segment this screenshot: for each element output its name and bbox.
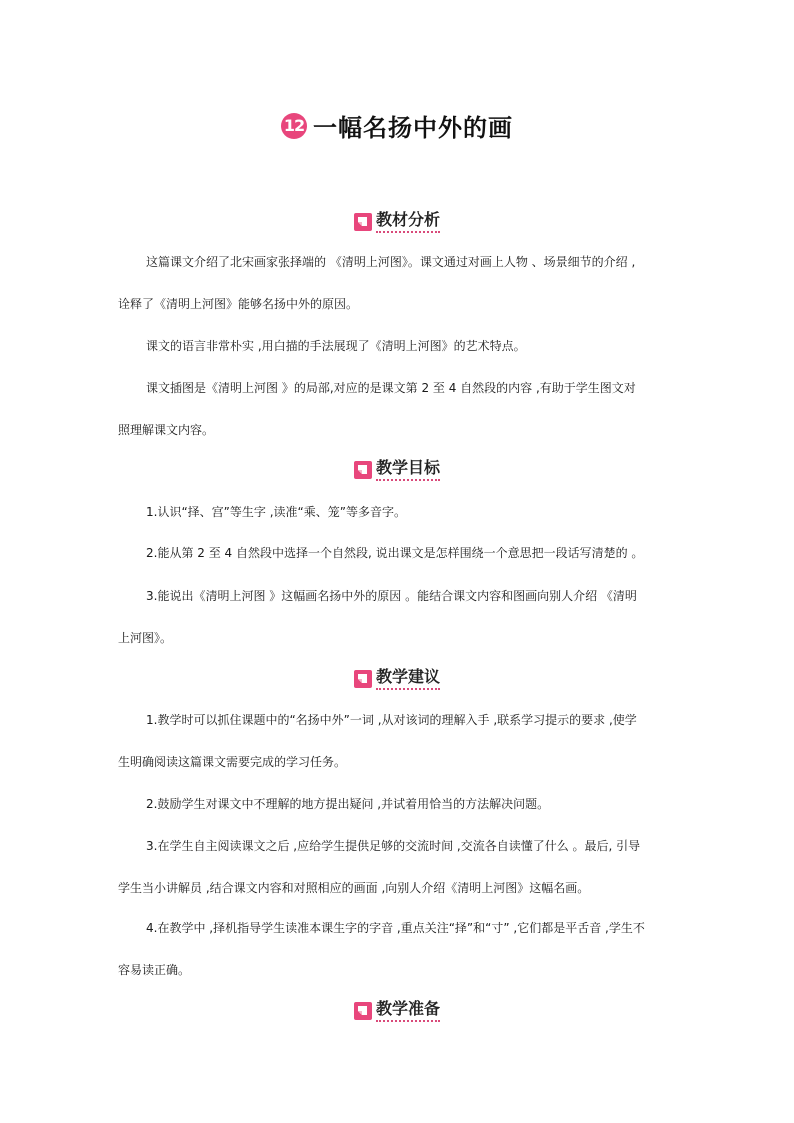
lesson-title: 一幅名扬中外的画 [313, 114, 513, 142]
lesson-number-badge: 12 [281, 113, 307, 139]
paragraph-line: 3.能说出《清明上河图 》这幅画名扬中外的原因 。能结合课文内容和图画向别人介绍 《清明 [146, 589, 637, 603]
paragraph-line: 照理解课文内容。 [118, 423, 215, 437]
paragraph-line: 上河图》。 [118, 631, 173, 645]
section-heading-goals [0, 458, 794, 481]
paragraph-line: 这篇课文介绍了北宋画家张择端的 《清明上河图》。课文通过对画上人物 、场景细节的介绍 , [146, 255, 636, 269]
curled-page-icon [354, 461, 372, 479]
paragraph-line: 1.教学时可以抓住课题中的“名扬中外”一词 ,从对该词的理解入手 ,联系学习提示的要求 ,使学 [146, 713, 637, 727]
curled-page-icon [354, 1002, 372, 1020]
section-title: 教学准备 [376, 999, 440, 1022]
curled-page-icon [354, 670, 372, 688]
paragraph-line: 课文的语言非常朴实 ,用白描的手法展现了《清明上河图》的艺术特点。 [146, 339, 526, 353]
section-title: 教学建议 [376, 667, 440, 690]
paragraph-line: 4.在教学中 ,择机指导学生读准本课生字的字音 ,重点关注“择”和“寸” ,它们都是平舌音 ,学生不 [146, 921, 645, 935]
curled-page-icon [354, 213, 372, 231]
paragraph-line: 学生当小讲解员 ,结合课文内容和对照相应的画面 ,向别人介绍《清明上河图》这幅名画。 [118, 881, 590, 895]
paragraph-line: 诠释了《清明上河图》能够名扬中外的原因。 [118, 297, 359, 311]
paragraph-line: 生明确阅读这篇课文需要完成的学习任务。 [118, 755, 347, 769]
section-title: 教学目标 [376, 458, 440, 481]
paragraph-line: 2.能从第 2 至 4 自然段中选择一个自然段, 说出课文是怎样围绕一个意思把一段话写清楚的 。 [146, 546, 644, 560]
section-heading-preparation [0, 999, 794, 1022]
paragraph-line: 2.鼓励学生对课文中不理解的地方提出疑问 ,并试着用恰当的方法解决问题。 [146, 797, 550, 811]
paragraph-line: 1.认识“择、宫”等生字 ,读准“乘、笼”等多音字。 [146, 505, 406, 519]
paragraph-line: 容易读正确。 [118, 963, 191, 977]
page-title [0, 108, 794, 143]
section-title: 教材分析 [376, 210, 440, 233]
section-heading-analysis [0, 210, 794, 233]
paragraph-line: 课文插图是《清明上河图 》的局部,对应的是课文第 2 至 4 自然段的内容 ,有助于学生图文对 [146, 381, 636, 395]
section-heading-suggestions [0, 667, 794, 690]
paragraph-line: 3.在学生自主阅读课文之后 ,应给学生提供足够的交流时间 ,交流各自读懂了什么 。最后, 引导 [146, 839, 641, 853]
